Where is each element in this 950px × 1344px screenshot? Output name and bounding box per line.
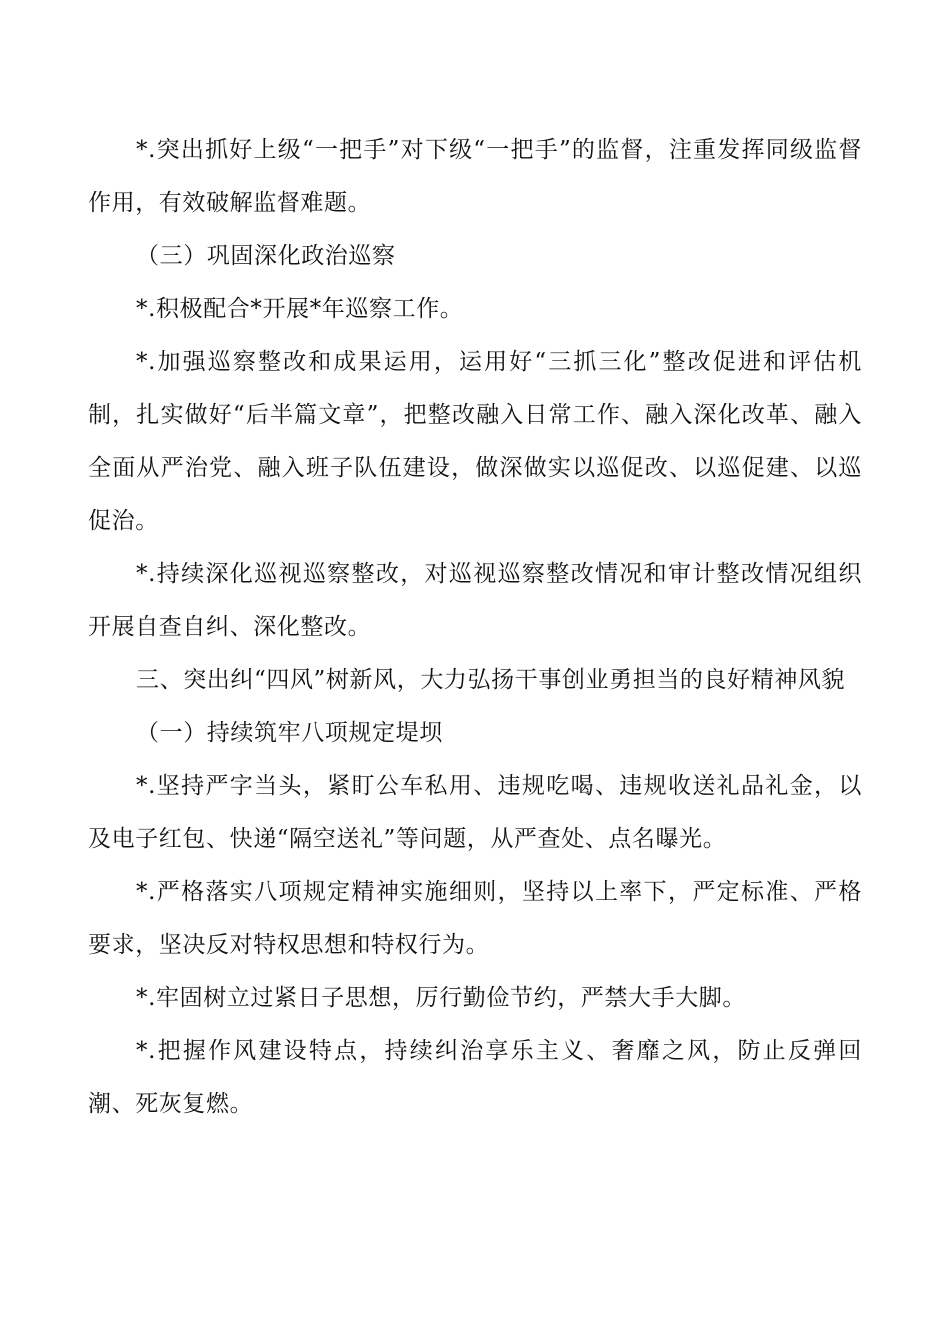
subheading-eight-rules: （一）持续筑牢八项规定堤坝 — [136, 720, 443, 746]
paragraph-strict-investigation: *.坚持严字当头，紧盯公车私用、违规吃喝、违规收送礼品礼金，以及电子红包、快递“隔空送礼”等问题，从严查处、点名曝光。 — [88, 773, 862, 852]
document-body — [88, 124, 862, 1131]
subheading-political-inspection: （三）巩固深化政治巡察 — [136, 243, 396, 269]
paragraph-supervision: *.突出抓好上级“一把手”对下级“一把手”的监督，注重发挥同级监督作用，有效破解监督难题。 — [88, 137, 862, 216]
paragraph-frugality: *.牢固树立过紧日子思想，厉行勤俭节约，严禁大手大脚。 — [136, 985, 747, 1011]
paragraph-rectification-results: *.加强巡察整改和成果运用，运用好“三抓三化”整改促进和评估机制，扎实做好“后半篇文章”，把整改融入日常工作、融入深化改革、融入全面从严治党、融入班子队伍建设，做深做实以巡促改、以巡促建、以巡促治。 — [88, 349, 862, 534]
paragraph-implement-rules: *.严格落实八项规定精神实施细则，坚持以上率下，严定标准、严格要求，坚决反对特权思想和特权行为。 — [88, 879, 862, 958]
paragraph-continuous-rectification: *.持续深化巡视巡察整改，对巡视巡察整改情况和审计整改情况组织开展自查自纠、深化整改。 — [88, 561, 862, 640]
section-heading-four-winds: 三、突出纠“四风”树新风，大力弘扬干事创业勇担当的良好精神风貌 — [136, 667, 846, 693]
paragraph-work-style: *.把握作风建设特点，持续纠治享乐主义、奢靡之风，防止反弹回潮、死灰复燃。 — [88, 1038, 862, 1117]
paragraph-inspection-work: *.积极配合*开展*年巡察工作。 — [136, 296, 464, 322]
